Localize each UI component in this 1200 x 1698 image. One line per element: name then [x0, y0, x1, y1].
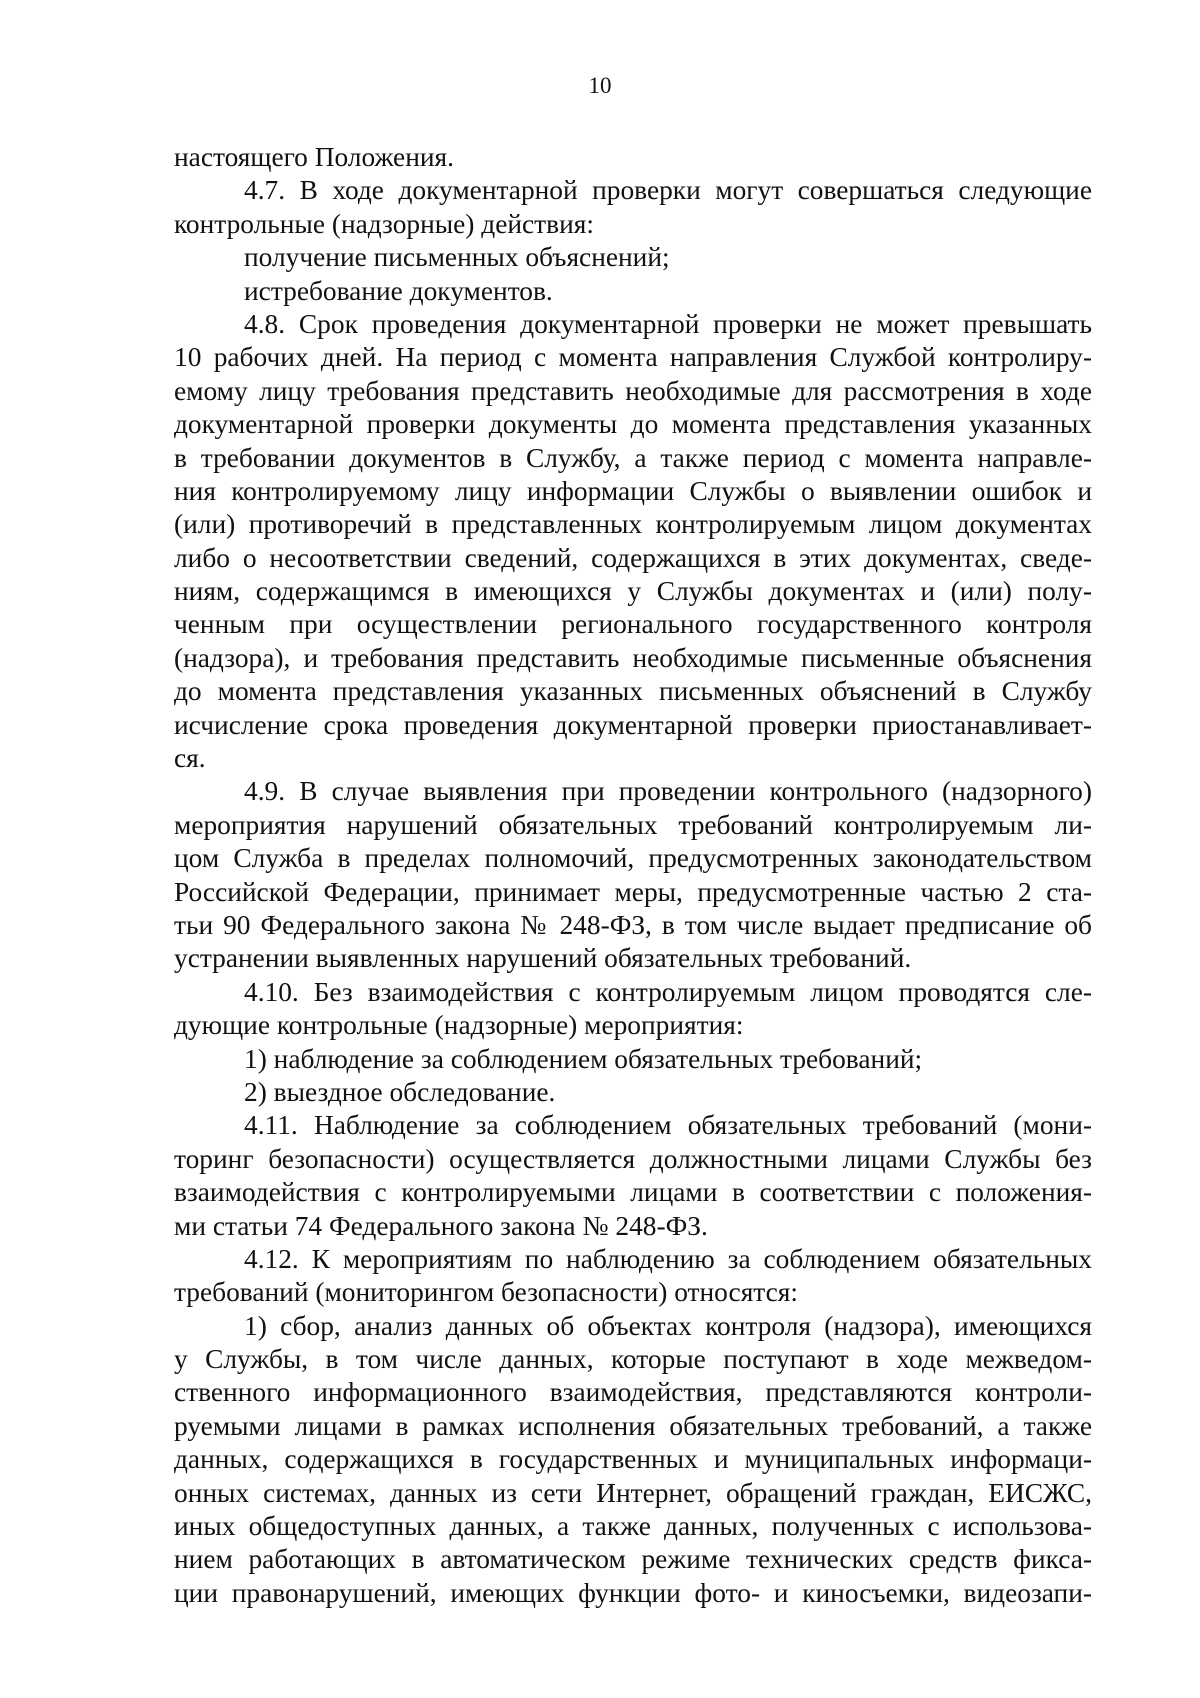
- text-line: исчисление срока проведения документарной проверки приостанавливает-: [174, 709, 1092, 740]
- text-line: требований (мониторингом безопасности) относятся:: [174, 1277, 798, 1308]
- text-line: истребование документов.: [244, 275, 553, 306]
- text-line: 4.11. Наблюдение за соблюдением обязательных требований (мони-: [244, 1110, 1092, 1141]
- text-line: в требовании документов в Службу, а также период с момента направле-: [174, 442, 1092, 473]
- text-line: тьи 90 Федерального закона № 248-ФЗ, в том числе выдает предписание об: [174, 909, 1092, 940]
- text-line: до момента представления указанных письменных объяснений в Службу: [174, 676, 1092, 707]
- text-line: торинг безопасности) осуществляется должностными лицами Службы без: [174, 1143, 1092, 1174]
- text-line: нием работающих в автоматическом режиме технических средств фикса-: [174, 1544, 1092, 1575]
- document-body: [174, 141, 1092, 1610]
- text-line: ственного информационного взаимодействия, представляются контроли-: [174, 1377, 1092, 1408]
- text-line: 1) наблюдение за соблюдением обязательных требований;: [244, 1043, 923, 1074]
- text-line: (надзора), и требования представить необходимые письменные объяснения: [174, 642, 1092, 673]
- text-line: 4.7. В ходе документарной проверки могут совершаться следующие: [244, 175, 1092, 206]
- text-line: либо о несоответствии сведений, содержащихся в этих документах, сведе-: [174, 542, 1092, 573]
- text-line: получение письменных объяснений;: [244, 242, 670, 273]
- text-line: (или) противоречий в представленных контролируемым лицом документах: [174, 509, 1092, 540]
- text-line: ся.: [174, 743, 206, 774]
- text-line: руемыми лицами в рамках исполнения обязательных требований, а также: [174, 1410, 1092, 1441]
- text-line: емому лицу требования представить необходимые для рассмотрения в ходе: [174, 375, 1092, 406]
- text-line: мероприятия нарушений обязательных требований контролируемым ли-: [174, 809, 1092, 840]
- text-line: онных системах, данных из сети Интернет, обращений граждан, ЕИСЖС,: [174, 1477, 1092, 1508]
- text-line: 4.8. Срок проведения документарной проверки не может превышать: [244, 308, 1092, 339]
- text-line: 4.9. В случае выявления при проведении контрольного (надзорного): [244, 776, 1092, 807]
- text-line: 1) сбор, анализ данных об объектах контроля (надзора), имеющихся: [244, 1310, 1092, 1341]
- text-line: контрольные (надзорные) действия:: [174, 208, 594, 239]
- text-line: Российской Федерации, принимает меры, предусмотренные частью 2 ста-: [174, 876, 1092, 907]
- text-line: данных, содержащихся в государственных и муниципальных информаци-: [174, 1444, 1092, 1475]
- page-number: 10: [588, 73, 612, 98]
- text-line: 10 рабочих дней. На период с момента направления Службой контролиру-: [174, 342, 1092, 373]
- text-line: цом Служба в пределах полномочий, предусмотренных законодательством: [174, 843, 1092, 874]
- text-line: взаимодействия с контролируемыми лицами в соответствии с положения-: [174, 1177, 1092, 1208]
- text-line: у Службы, в том числе данных, которые поступают в ходе межведом-: [174, 1344, 1092, 1375]
- text-line: 4.12. К мероприятиям по наблюдению за соблюдением обязательных: [244, 1243, 1092, 1274]
- text-line: ченным при осуществлении регионального государственного контроля: [174, 609, 1092, 640]
- text-line: ми статьи 74 Федерального закона № 248-ФЗ.: [174, 1210, 708, 1241]
- text-line: 4.10. Без взаимодействия с контролируемым лицом проводятся сле-: [244, 976, 1092, 1007]
- text-line: иных общедоступных данных, а также данных, полученных с использова-: [174, 1511, 1092, 1542]
- text-line: ния контролируемому лицу информации Службы о выявлении ошибок и: [174, 475, 1092, 506]
- text-line: 2) выездное обследование.: [244, 1076, 556, 1107]
- text-line: документарной проверки документы до момента представления указанных: [174, 409, 1092, 440]
- text-line: дующие контрольные (надзорные) мероприятия:: [174, 1010, 744, 1041]
- text-line: ниям, содержащимся в имеющихся у Службы документах и (или) полу-: [174, 576, 1092, 607]
- text-line: устранении выявленных нарушений обязательных требований.: [174, 943, 912, 974]
- text-line: ции правонарушений, имеющих функции фото- и киносъемки, видеозапи-: [174, 1577, 1092, 1608]
- text-line: настоящего Положения.: [174, 142, 454, 172]
